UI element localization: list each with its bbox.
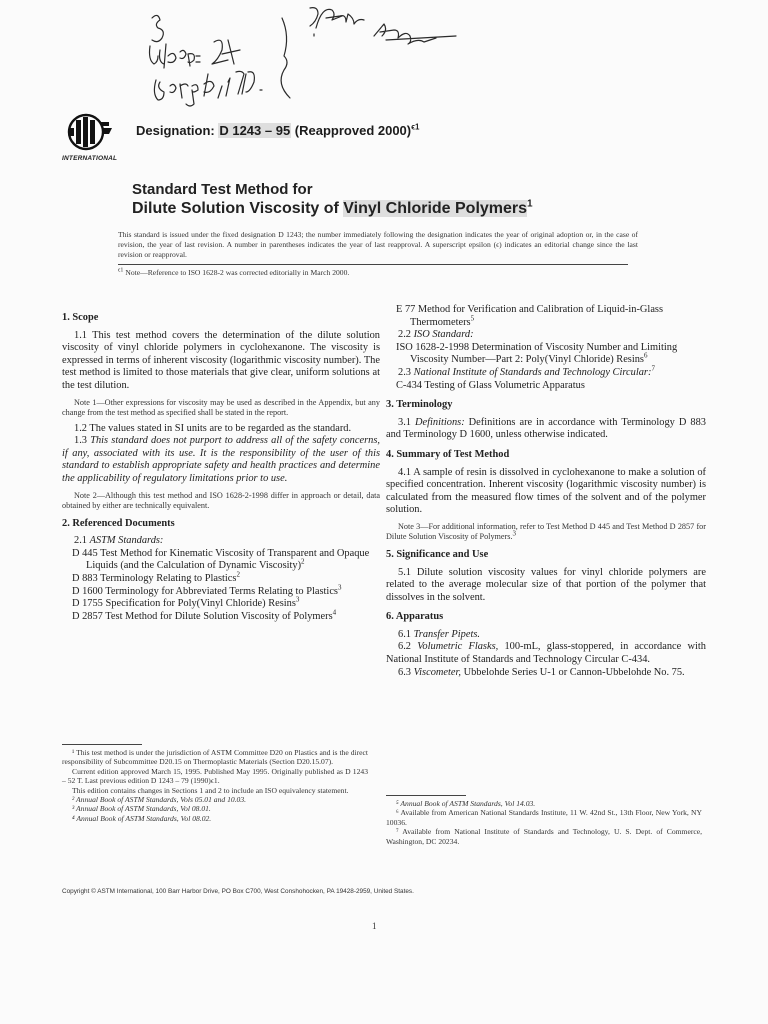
section-heading-scope: 1. Scope (62, 312, 99, 323)
reference-d445 (62, 548, 380, 573)
reference-c434: C-434 Testing of Glass Volumetric Apparatus (396, 379, 585, 391)
paragraph-2-3-number: 2.3 (398, 366, 414, 378)
reference-text: D 1755 Specification for Poly(Vinyl Chloride) Resins (72, 598, 296, 610)
paragraph-5-1: 5.1 Dilute solution viscosity values for vinyl chloride polymers are related to the average molecular size of that portion of the polymer that dissolves in the solvent. (386, 566, 706, 603)
page-number: 1 (372, 921, 377, 931)
reference-iso-1628 (386, 342, 706, 367)
reference-text: D 445 Test Method for Kinematic Viscosity of Transparent and Opaque Liquids (and the Calculation of Dynamic Viscosity) (72, 547, 370, 572)
paragraph-2-3-sup: 7 (651, 364, 655, 373)
footnote-5: ⁵ Annual Book of ASTM Standards, Vol 14.03. (396, 799, 536, 808)
paragraph-2-2-text: ISO Standard: (413, 329, 474, 341)
astm-international-caption: INTERNATIONAL (62, 155, 118, 162)
reference-text: E 77 Method for Verification and Calibration of Liquid-in-Glass Thermometers (396, 304, 664, 328)
footnote-1-approval: Current edition approved March 15, 1995. Published May 1995. Originally published as D 1243 – 52 T. Last previous edition D 1243 – 79 (1990)ϵ1. (62, 766, 368, 786)
section-heading-apparatus: 6. Apparatus (386, 611, 444, 623)
paragraph-2-1 (62, 535, 380, 548)
editorial-note-text: Note—Reference to ISO 1628-2 was corrected editorially in March 2000. (123, 268, 350, 277)
paragraph-1-1: 1.1 This test method covers the determination of the dilute solution viscosity of vinyl chloride polymers in cyclohexanone. The viscosity is expressed in terms of inherent viscosity (logarithmic viscosity number). The test method is limited to those materials that give clear, uniform solutions at the test dilution. (62, 329, 380, 391)
paragraph-4-1: 4.1 A sample of resin is dissolved in cyclohexanone to make a solution of specified concentration. Inherent viscosity (logarithmic viscosity number) is calculated from the measured flow times of the solvent and of the polymer solution. (386, 466, 706, 516)
designation-number: D 1243 – 95 (219, 123, 291, 138)
editorial-note (118, 268, 638, 278)
reference-d1600 (62, 583, 380, 599)
footnote-4: ⁴ Annual Book of ASTM Standards, Vol 08.02. (72, 813, 212, 823)
paragraph-1-3-number: 1.3 (74, 435, 91, 447)
paragraph-3-1-label: Definitions: (415, 416, 465, 428)
footnote-2: ² Annual Book of ASTM Standards, Vols 05.01 and 10.03. (72, 795, 247, 805)
reference-text: D 1600 Terminology for Abbreviated Terms Relating to Plastics (72, 585, 338, 597)
footnote-divider-right (386, 795, 466, 796)
note-3 (386, 522, 706, 542)
handwriting-scribble (130, 4, 470, 108)
editorial-note-mark: ϵ1 (118, 267, 124, 274)
paragraph-6-3-text: Ubbelohde Series U-1 or Cannon-Ubbelohde No. 75. (461, 666, 685, 678)
section-heading-terminology: 3. Terminology (386, 399, 453, 411)
paragraph-6-1 (386, 629, 706, 642)
copyright-notice: Copyright © ASTM International, 100 Barr Harbor Drive, PO Box C700, West Conshohocken, PA 19428-2959, United States. (62, 888, 414, 895)
designation (136, 123, 419, 138)
reference-e77 (386, 304, 706, 329)
paragraph-6-1-number: 6.1 (398, 628, 414, 640)
paragraph-1-2: 1.2 The values stated in SI units are to be regarded as the standard. (74, 422, 352, 434)
paragraph-2-3-text: National Institute of Standards and Technology Circular: (413, 366, 652, 378)
paragraph-3-1-number: 3.1 (398, 416, 416, 428)
reference-text: D 883 Terminology Relating to Plastics (72, 572, 237, 584)
paragraph-2-2 (386, 329, 706, 342)
title-line-1: Standard Test Method for (132, 181, 313, 198)
paragraph-1-3-text: This standard does not purport to address all of the safety concerns, if any, associated with its use. It is the responsibility of the user of this standard to establish appropriate safety and health practices and determine the applicability of regulatory limitations prior to use. (62, 435, 380, 484)
paragraph-6-1-text: Transfer Pipets. (413, 628, 480, 640)
right-column (386, 304, 706, 679)
footnote-1: ¹ This test method is under the jurisdiction of ASTM Committee D20 on Plastics and is the direct responsibility of Subcommittee D20.15 on Thermoplastic Materials (Section D20.15.07). (62, 748, 368, 767)
reference-d883 (62, 570, 380, 586)
section-heading-significance: 5. Significance and Use (386, 548, 489, 560)
reference-text: ISO 1628-2-1998 Determination of Viscosity Number and Limiting Viscosity Number—Part 2: Poly(Vinyl Chloride) Resins (396, 341, 678, 366)
handwritten-notes (130, 4, 470, 108)
section-heading-referenced-documents: 2. Referenced Documents (62, 517, 175, 529)
paragraph-2-1-number: 2.1 (74, 535, 90, 547)
preamble-text: This standard is issued under the fixed designation D 1243; the number immediately following the designation indicates the year of original adoption or, in the case of revision, the year of last revision. A number in parentheses indicates the year of last reapproval. A superscript epsilon (ϵ) indicates an editorial change since the last revision or reapproval. (118, 230, 638, 259)
note-3-text: Note 3—For additional information, refer to Test Method D 445 and Test Method D 2857 for Dilute Solution Viscosity of Polymers. (386, 521, 706, 541)
footnote-6: ⁶ Available from American National Standards Institute, 11 W. 42nd St., 13th Floor, New York, NY 10036. (386, 808, 702, 827)
paragraph-6-2-number: 6.2 (398, 641, 418, 653)
document-title (132, 181, 533, 218)
paragraph-2-1-text: ASTM Standards: (89, 535, 164, 547)
paragraph-3-1-text: Definitions are in accordance with Terminology D 883 and Terminology D 1600, unless otherwise indicated. (386, 416, 706, 441)
reference-sup: 5 (470, 314, 475, 323)
designation-prefix: Designation: (136, 123, 219, 138)
reference-sup: 3 (337, 583, 342, 592)
preamble-divider (118, 264, 628, 265)
reference-sup: 2 (236, 570, 240, 579)
title-footnote-mark: 1 (527, 198, 533, 210)
footnote-7: ⁷ Available from National Institute of Standards and Technology, U. S. Dept. of Commerce, Washington, DC 20234. (386, 827, 702, 846)
footnotes-left (62, 748, 368, 823)
paragraph-6-3-label: Viscometer, (413, 666, 462, 678)
title-line-2-start: Dilute Solution Viscosity of (132, 200, 344, 217)
paragraph-6-3 (386, 667, 706, 680)
paragraph-1-3 (62, 435, 380, 485)
standard-preamble (118, 230, 638, 278)
paragraph-6-2-text: 100-mL, glass-stoppered, in accordance with National Institute of Standards and Technology Circular C-434. (386, 641, 706, 666)
paragraph-6-2 (386, 641, 706, 666)
paragraph-6-3-number: 6.3 (398, 666, 414, 678)
title-line-2-highlight: Vinyl Chloride Polymers (343, 200, 528, 217)
left-column (62, 305, 380, 623)
paragraph-2-2-number: 2.2 (398, 329, 414, 341)
paragraph-2-3 (386, 364, 706, 380)
paragraph-6-2-label: Volumetric Flasks, (417, 641, 499, 653)
paragraph-3-1 (386, 417, 706, 442)
reference-sup: 4 (332, 608, 337, 617)
footnotes-right (386, 799, 702, 846)
note-3-sup: 3 (512, 529, 516, 538)
footnote-3: ³ Annual Book of ASTM Standards, Vol 08.01. (72, 804, 211, 814)
reference-d2857 (62, 608, 380, 624)
reference-sup: 2 (301, 557, 305, 566)
reference-text: D 2857 Test Method for Dilute Solution Viscosity of Polymers (72, 610, 333, 622)
footnote-1-edition: This edition contains changes in Sections 1 and 2 to include an ISO equivalency statement. (72, 785, 349, 795)
footnote-divider-left (62, 744, 142, 745)
reference-sup: 6 (643, 351, 648, 360)
reference-sup: 3 (295, 595, 300, 604)
section-heading-summary: 4. Summary of Test Method (386, 448, 510, 460)
title-line-2 (132, 199, 533, 218)
note-2: Note 2—Although this test method and ISO 1628-2-1998 differ in approach or detail, data obtained by either are technically equivalent. (62, 490, 380, 510)
note-1: Note 1—Other expressions for viscosity may be used as described in the Appendix, but any change from the test method as specified shall be stated in the report. (62, 397, 380, 417)
designation-suffix: (Reapproved 2000) (291, 123, 412, 138)
designation-mark: ϵ1 (411, 122, 420, 132)
